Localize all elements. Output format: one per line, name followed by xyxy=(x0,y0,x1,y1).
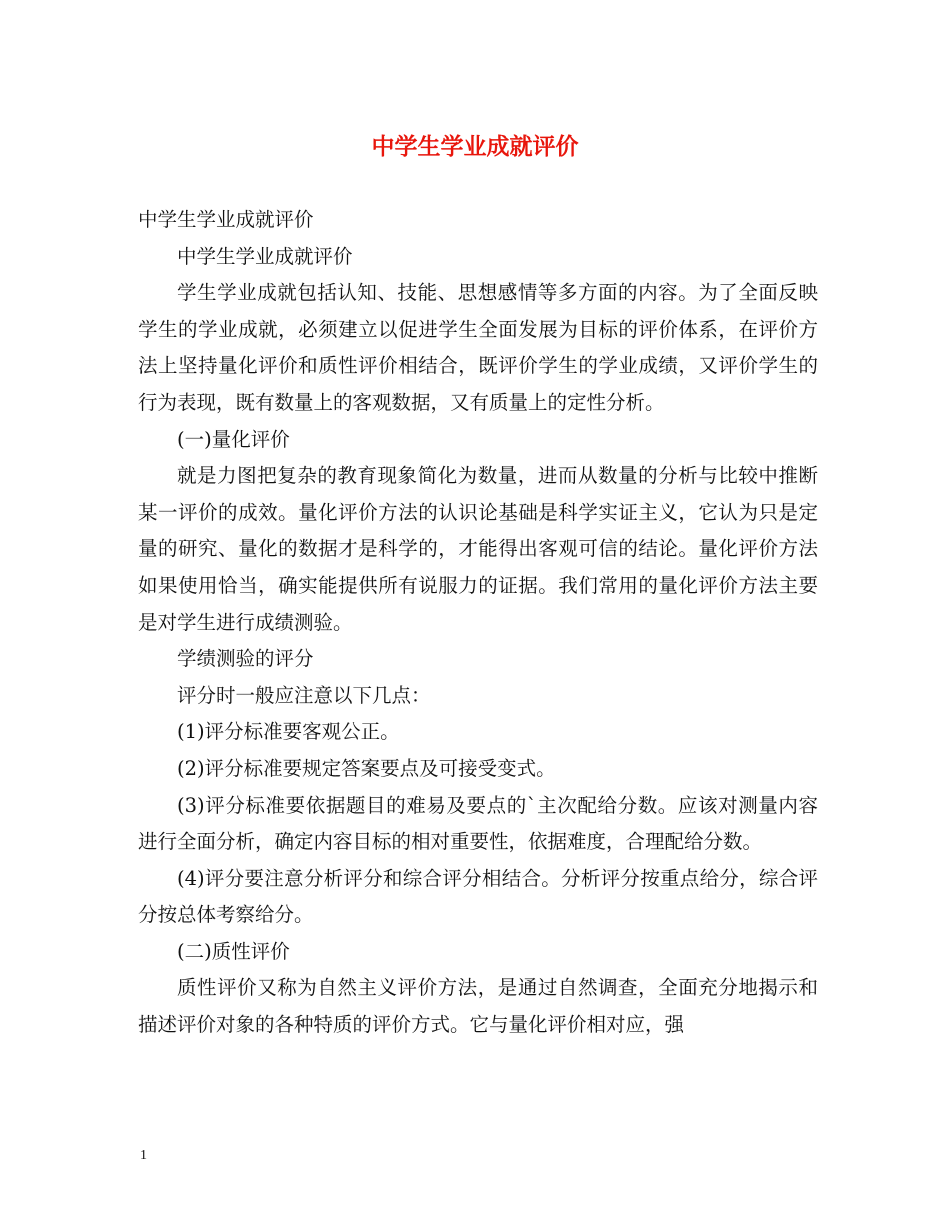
subheading-test-scoring: 学绩测验的评分 xyxy=(177,647,314,671)
paragraph-subheading: 中学生学业成就评价 xyxy=(177,244,353,268)
paragraph-qualitative: 质性评价又称为自然主义评价方法，是通过自然调查，全面充分地揭示和描述评价对象的各种特质的评价方式。它与量化评价相对应，强 xyxy=(138,976,818,1037)
page-number: 1 xyxy=(140,1148,147,1163)
list-item-1: (1)评分标准要客观公正。 xyxy=(177,720,400,744)
paragraph-heading: 中学生学业成就评价 xyxy=(138,208,314,231)
document-title: 中学生学业成就评价 xyxy=(371,133,579,160)
list-item-2: (2)评分标准要规定答案要点及可接受变式。 xyxy=(177,756,556,780)
section-heading-quantitative: (一)量化评价 xyxy=(177,427,290,451)
document-body xyxy=(138,202,818,1044)
list-item-4: (4)评分要注意分析评分和综合评分相结合。分析评分按重点给分，综合评分按总体考察给分。 xyxy=(138,866,818,927)
section-heading-qualitative: (二)质性评价 xyxy=(177,939,290,963)
paragraph-scoring-notes: 评分时一般应注意以下几点： xyxy=(177,683,431,707)
paragraph-intro: 学生学业成就包括认知、技能、思想感情等多方面的内容。为了全面反映学生的学业成就，必须建立以促进学生全面发展为目标的评价体系，在评价方法上坚持量化评价和质性评价相结合，既评价学生的学业成绩，又评价学生的行为表现，既有数量上的客观数据，又有质量上的定性分析。 xyxy=(138,281,818,414)
paragraph-quantitative: 就是力图把复杂的教育现象简化为数量，进而从数量的分析与比较中推断某一评价的成效。量化评价方法的认识论基础是科学实证主义，它认为只是定量的研究、量化的数据才是科学的，才能得出客观可信的结论。量化评价方法如果使用恰当，确实能提供所有说服力的证据。我们常用的量化评价方法主要是对学生进行成绩测验。 xyxy=(138,464,818,634)
list-item-3: (3)评分标准要依据题目的难易及要点的`主次配给分数。应该对测量内容进行全面分析，确定内容目标的相对重要性，依据难度，合理配给分数。 xyxy=(138,793,818,854)
